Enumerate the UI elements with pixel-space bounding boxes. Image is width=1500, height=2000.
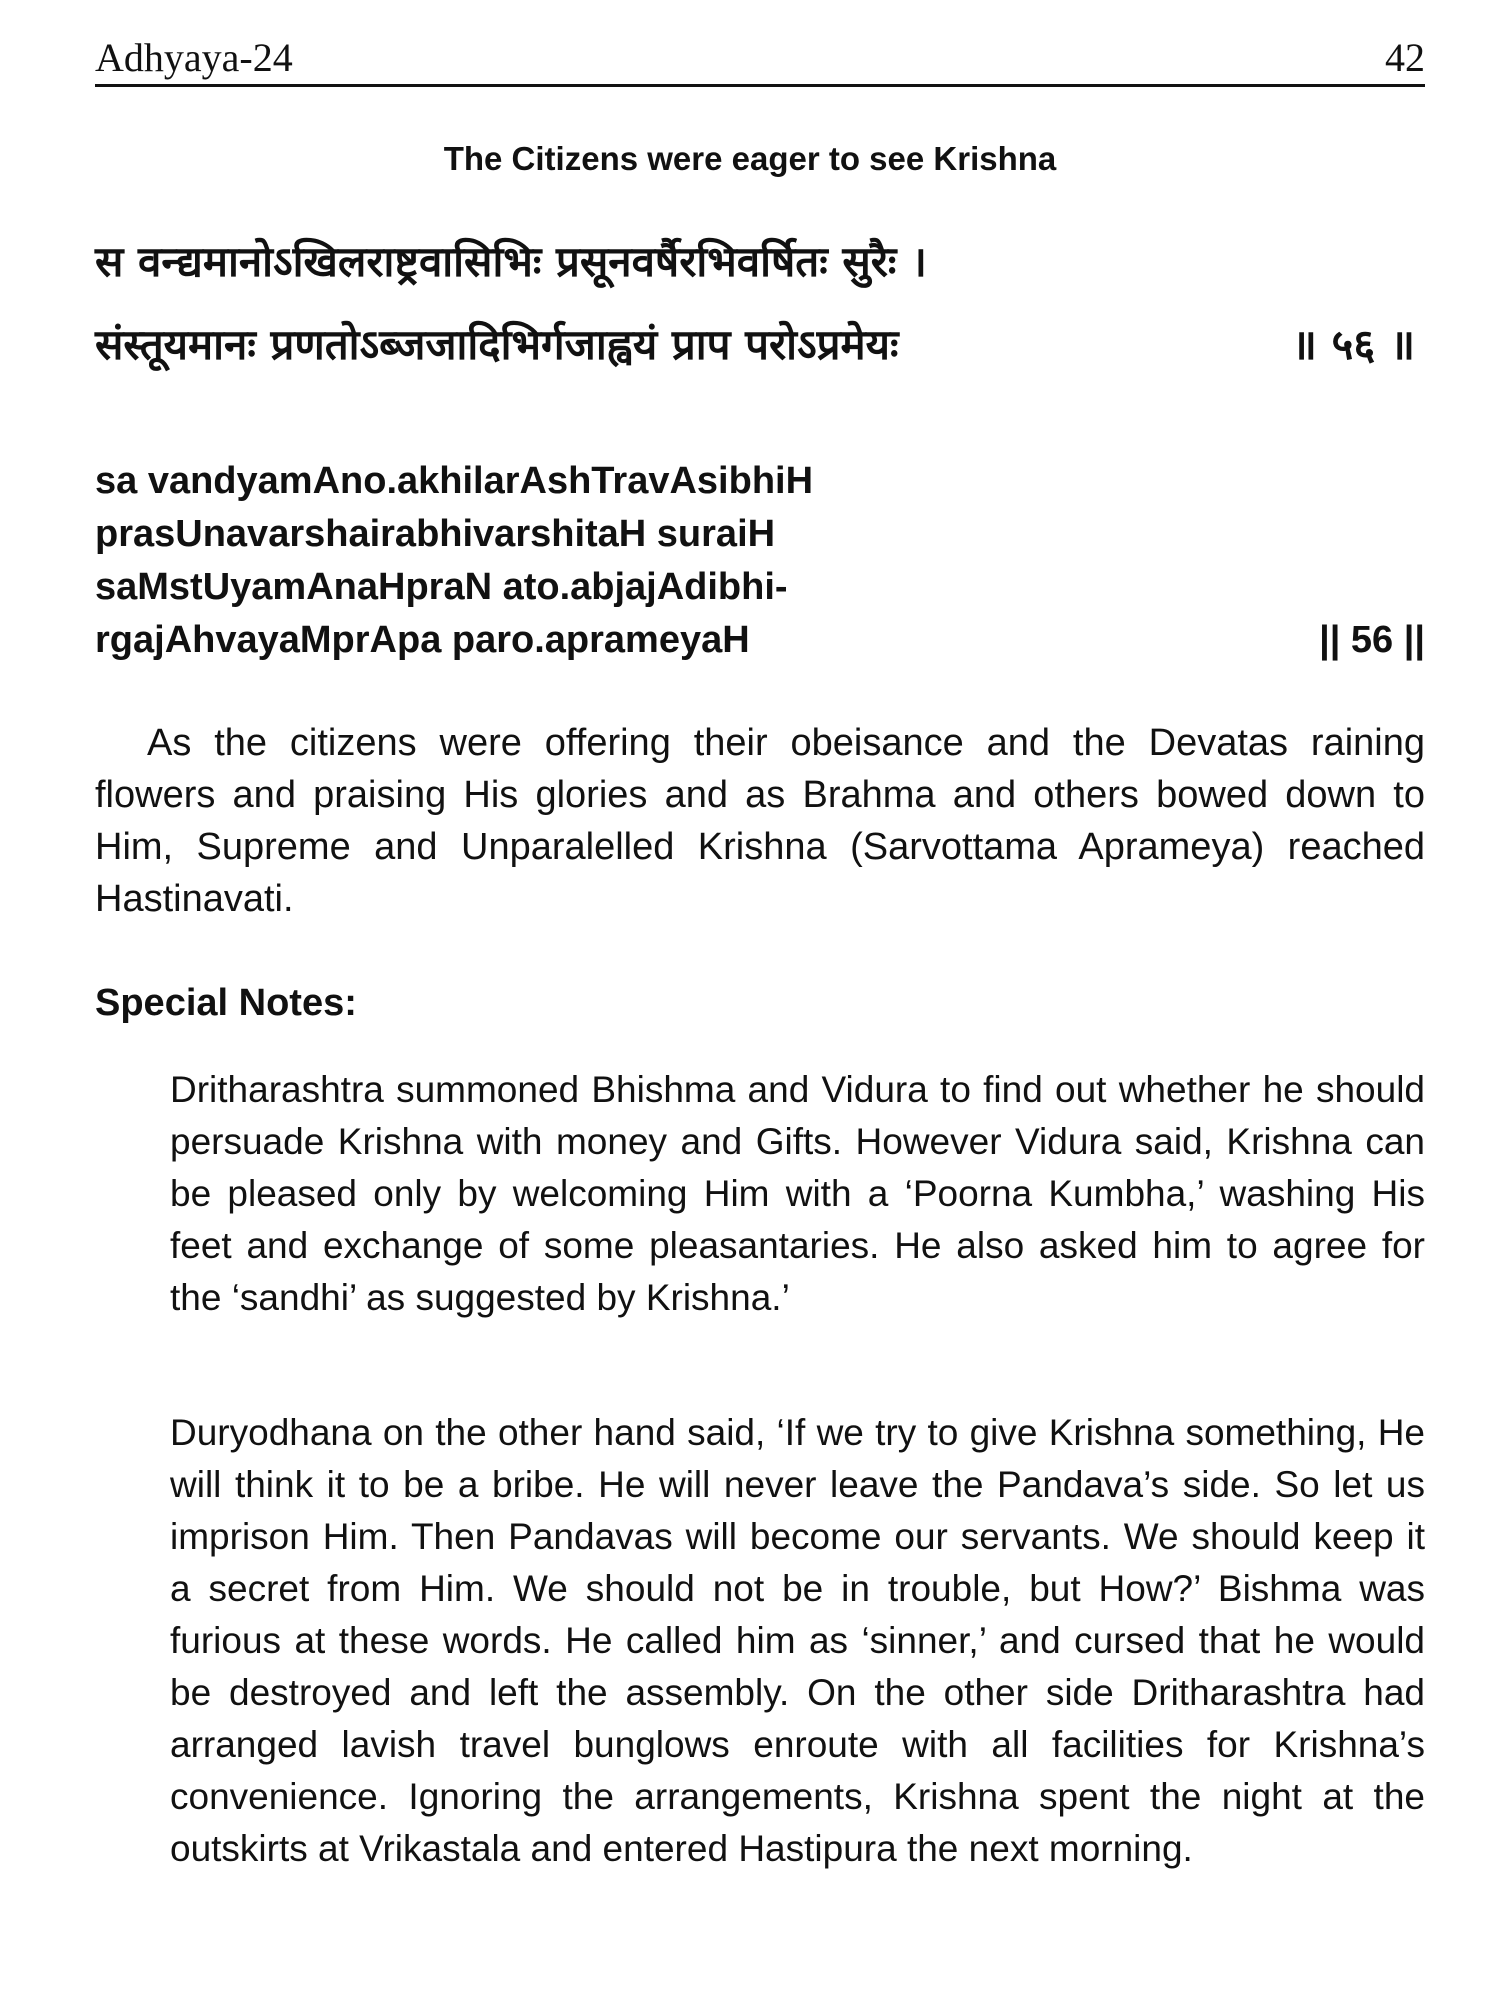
verse-number: || 56 ||	[1319, 619, 1425, 661]
transliteration-line: saMstUyamAnaHpraN ato.abjajAdibhi-	[95, 566, 788, 608]
transliteration-block	[95, 455, 1425, 667]
transliteration-line: prasUnavarshairabhivarshitaH suraiH	[95, 513, 776, 555]
chapter-label: Adhyaya-24	[95, 35, 293, 80]
running-header	[95, 34, 1425, 82]
section-title: The Citizens were eager to see Krishna	[443, 140, 1057, 177]
transliteration-text: rgajAhvayaMprApa paro.aprameyaH	[95, 619, 750, 661]
page-number: 42	[1385, 35, 1425, 80]
note-paragraph-2: Duryodhana on the other hand said, ‘If we try to give Krishna something, He will think it to be a bribe. He will never leave the Pandava’s side. So let us imprison Him. Then Pandavas will become our servants. We should keep it a secret from Him. We should not be in trouble, but How?’ Bishma was furious at these words. He called him as ‘sinner,’ and cursed that he would be destroyed and left the assembly. On the other side Dritharashtra had arranged lavish travel bunglows enroute with all facilities for Krishna’s convenience. Ignoring the arrangements, Krishna spent the night at the outskirts at Vrikastala and entered Hastipura the next morning.	[170, 1412, 1425, 1869]
sanskrit-text-2: संस्तूयमानः प्रणतोऽब्जजादिभिर्गजाह्वयं प्राप परोऽप्रमेयः	[95, 320, 899, 369]
transliteration-line: sa vandyamAno.akhilarAshTravAsibhiH	[95, 460, 814, 502]
sanskrit-verse-line-1	[95, 232, 1425, 289]
sanskrit-verse-line-2	[95, 315, 1425, 372]
special-notes-heading: Special Notes:	[95, 982, 357, 1024]
header-rule	[95, 84, 1425, 87]
transliteration-line-last	[95, 614, 1425, 667]
sanskrit-text-1: स वन्द्यमानोऽखिलराष्ट्रवासिभिः प्रसूनवर्षैरभिवर्षितः सुरैः ।	[95, 237, 927, 286]
sanskrit-verse-number: ॥ ५६ ॥	[1291, 320, 1415, 369]
translation-paragraph: As the citizens were offering their obeisance and the Devatas raining flowers and praising His glories and as Brahma and others bowed down to Him, Supreme and Unparalelled Krishna (Sarvottama Aprameya) reached Hastinavati.	[95, 722, 1425, 920]
note-paragraph-1: Dritharashtra summoned Bhishma and Vidura to find out whether he should persuade Krishna with money and Gifts. However Vidura said, Krishna can be pleased only by welcoming Him with a ‘Poorna Kumbha,’ washing His feet and exchange of some pleasantaries. He also asked him to agree for the ‘sandhi’ as suggested by Krishna.’	[170, 1069, 1425, 1318]
